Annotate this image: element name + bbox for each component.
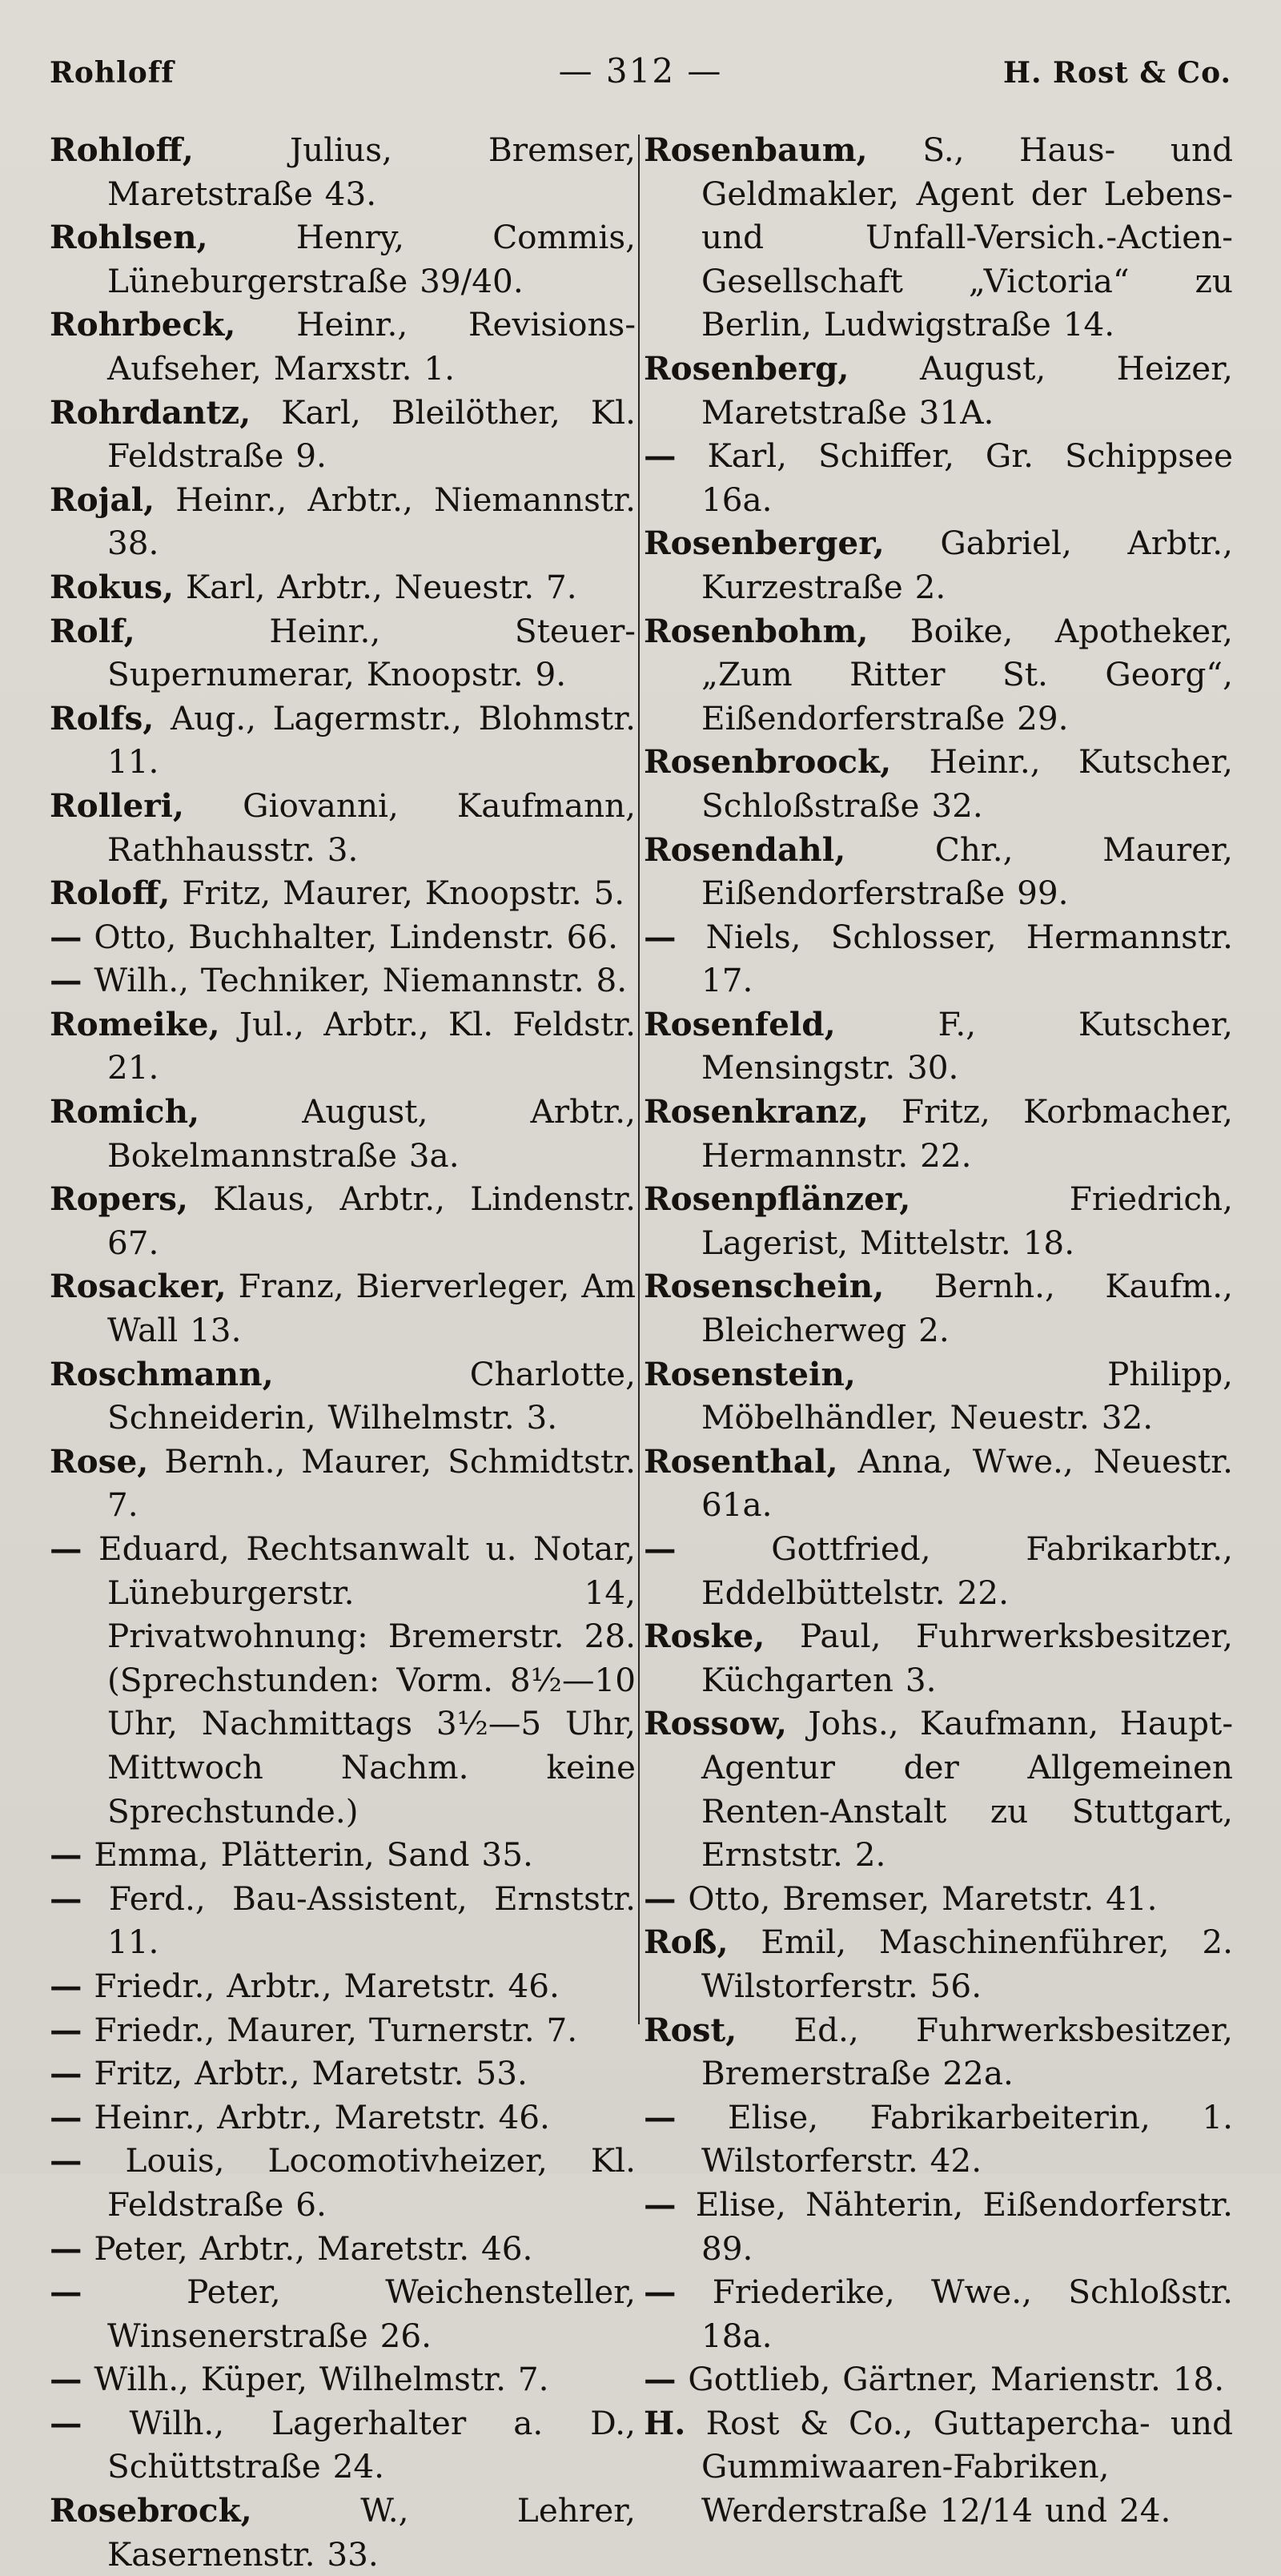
entry-details: Boike, Apotheker, „Zum Ritter St. Georg“, Eißendorferstraße 29. <box>701 611 1234 737</box>
entry-details: Elise, Nähterin, Eißendorferstr. 89. <box>695 2184 1234 2268</box>
directory-entry <box>644 2401 1233 2533</box>
entry-surname: — <box>644 2360 677 2399</box>
entry-surname: Rossow, <box>644 1704 787 1743</box>
entry-details: Henry, Commis, Lüneburgerstraße 39/40. <box>107 218 636 300</box>
directory-entry <box>50 2227 636 2271</box>
entry-surname: — <box>644 436 677 476</box>
directory-entry <box>644 521 1233 609</box>
entry-details: Otto, Bremser, Maretstr. 41. <box>688 1879 1158 1918</box>
entry-surname: Rosenberger, <box>644 524 885 563</box>
directory-entry <box>50 391 636 478</box>
entry-details: Fritz, Korbmacher, Hermannstr. 22. <box>701 1092 1233 1175</box>
directory-entry <box>50 1177 636 1264</box>
directory-entry <box>50 2096 636 2140</box>
left-column <box>50 128 636 2576</box>
page-header <box>50 50 1231 106</box>
entry-surname: Rosenbroock, <box>644 742 892 782</box>
entry-surname: — <box>50 2360 82 2399</box>
directory-entry <box>644 1702 1233 1876</box>
entry-details: Ed., Fuhrwerksbesitzer, Bremerstraße 22a. <box>701 2010 1233 2093</box>
entry-details: Eduard, Rechtsanwalt u. Notar, Lüneburgerstr. 14, Privatwohnung: Bremerstr. 28. (Sprechstunden: Vorm. 8½—10 Uhr, Nachmittags 3½—5 Uhr, Mittwoch Nachm. keine Sprechstunde.) <box>98 1529 636 1831</box>
entry-details: August, Arbtr., Bokelmannstraße 3a. <box>107 1092 636 1175</box>
entry-details: Paul, Fuhrwerksbesitzer, Küchgarten 3. <box>701 1617 1233 1699</box>
entry-surname: Roske, <box>644 1617 765 1656</box>
entry-details: Franz, Bierverleger, Am Wall 13. <box>107 1267 636 1350</box>
directory-entry <box>644 1440 1233 1527</box>
entry-details: Charlotte, Schneiderin, Wilhelmstr. 3. <box>107 1354 636 1437</box>
entry-details: Aug., Lagermstr., Blohmstr. 11. <box>107 698 636 782</box>
entry-surname: Rosendahl, <box>644 830 846 869</box>
directory-entry <box>644 1352 1233 1440</box>
entry-surname: Rolf, <box>50 611 135 650</box>
entry-surname: — <box>50 2010 82 2049</box>
entry-surname: — <box>50 2054 82 2093</box>
entry-details: Klaus, Arbtr., Lindenstr. 67. <box>107 1179 636 1262</box>
entry-details: Gabriel, Arbtr., Kurzestraße 2. <box>701 524 1233 606</box>
entry-surname: Rosenfeld, <box>644 1004 836 1043</box>
entry-details: Wilh., Küper, Wilhelmstr. 7. <box>94 2360 549 2399</box>
directory-entry <box>644 2008 1233 2096</box>
entry-details: Anna, Wwe., Neuestr. 61a. <box>701 1441 1233 1525</box>
entry-surname: — <box>50 2228 82 2268</box>
entry-details: Friedr., Arbtr., Maretstr. 46. <box>94 1966 560 2005</box>
entry-details: Fritz, Maurer, Knoopstr. 5. <box>182 874 625 913</box>
directory-entry <box>644 434 1233 521</box>
entry-surname: Ropers, <box>50 1179 188 1219</box>
entry-surname: — <box>50 2141 82 2180</box>
directory-entry <box>644 1614 1233 1702</box>
entry-surname: Rose, <box>50 1441 149 1481</box>
right-column <box>644 128 1233 2533</box>
entry-surname: — <box>50 1529 82 1568</box>
directory-entry <box>644 740 1233 827</box>
entry-details: Wilh., Techniker, Niemannstr. 8. <box>94 961 628 1000</box>
directory-entry <box>50 697 636 784</box>
directory-entry <box>644 1090 1233 1177</box>
entry-details: Emma, Plätterin, Sand 35. <box>94 1835 533 1875</box>
entry-surname: Rosenbaum, <box>644 131 868 169</box>
entry-surname: — <box>50 1879 82 1918</box>
entry-surname: Rohloff, <box>50 131 194 169</box>
directory-entry <box>644 1177 1233 1264</box>
directory-entry <box>50 1964 636 2008</box>
directory-entry <box>50 303 636 390</box>
entry-details: Wilh., Lagerhalter a. D., Schüttstraße 24. <box>107 2403 636 2486</box>
directory-entry <box>50 2270 636 2357</box>
directory-entry <box>644 2270 1233 2357</box>
directory-entry <box>644 2096 1233 2183</box>
directory-entry <box>50 1877 636 1964</box>
entry-details: Bernh., Kaufm., Bleicherweg 2. <box>701 1267 1233 1350</box>
directory-entry <box>644 609 1233 741</box>
entry-details: August, Heizer, Maretstraße 31A. <box>701 348 1234 432</box>
running-head-right: H. Rost & Co. <box>1002 56 1231 90</box>
directory-entry <box>50 1090 636 1177</box>
entry-surname: — <box>644 2097 677 2136</box>
directory-entry <box>50 915 636 959</box>
directory-entry <box>50 1264 636 1352</box>
entry-details: Peter, Arbtr., Maretstr. 46. <box>94 2228 533 2268</box>
entry-surname: — <box>50 1966 82 2005</box>
directory-entry <box>50 1440 636 1527</box>
directory-entry <box>50 871 636 915</box>
entry-surname: Rosebrock, <box>50 2491 252 2530</box>
entry-surname: Rosenschein, <box>644 1267 885 1306</box>
entry-details: Ferd., Bau-Assistent, Ernststr. 11. <box>107 1879 636 1962</box>
directory-entry <box>644 828 1233 915</box>
entry-details: Heinr., Steuer-Supernumerar, Knoopstr. 9. <box>107 611 636 694</box>
directory-entry <box>644 2357 1233 2401</box>
directory-entry <box>50 478 636 565</box>
entry-surname: — <box>644 2184 677 2224</box>
entry-details: Giovanni, Kaufmann, Rathhausstr. 3. <box>107 786 636 869</box>
entry-surname: Rohlsen, <box>50 218 208 257</box>
directory-entry <box>50 1352 636 1440</box>
entry-surname: Rolfs, <box>50 698 155 737</box>
directory-entry <box>644 1920 1233 2007</box>
entry-surname: Rosenkranz, <box>644 1092 869 1131</box>
entry-details: Julius, Bremser, Maretstraße 43. <box>107 131 636 213</box>
entry-surname: Rokus, <box>50 567 175 606</box>
directory-entry <box>644 1527 1233 1614</box>
directory-entry <box>644 2183 1233 2270</box>
entry-surname: Roloff, <box>50 874 171 913</box>
entry-details: Johs., Kaufmann, Haupt-Agentur der Allgemeinen Renten-Anstalt zu Stuttgart, Ernststr. 2. <box>701 1704 1233 1875</box>
entry-surname: Rost, <box>644 2010 737 2049</box>
entry-details: W., Lehrer, Kasernenstr. 33. <box>107 2491 636 2574</box>
directory-entry <box>50 2489 636 2576</box>
entry-surname: — <box>644 1529 677 1568</box>
entry-surname: Romeike, <box>50 1004 220 1043</box>
directory-entry <box>644 915 1233 1003</box>
entry-details: Heinr., Kutscher, Schloßstraße 32. <box>701 742 1233 825</box>
entry-surname: Roschmann, <box>50 1354 274 1393</box>
directory-entry <box>644 1003 1233 1090</box>
entry-surname: Rosenbohm, <box>644 611 869 650</box>
entry-details: Peter, Weichensteller, Winsenerstraße 26. <box>107 2273 636 2355</box>
running-head-left: Rohloff <box>50 56 175 90</box>
directory-entry <box>50 1003 636 1090</box>
entry-surname: Rolleri, <box>50 786 185 825</box>
entry-details: Rost & Co., Guttapercha- und Gummiwaaren-Fabriken, Werderstraße 12/14 und 24. <box>701 2403 1233 2530</box>
entry-details: Otto, Buchhalter, Lindenstr. 66. <box>94 917 618 956</box>
entry-surname: Rosenstein, <box>644 1354 856 1393</box>
entry-details: Heinr., Arbtr., Niemannstr. 38. <box>107 480 636 563</box>
directory-entry <box>644 347 1233 434</box>
directory-entry <box>644 1877 1233 1921</box>
entry-details: Karl, Arbtr., Neuestr. 7. <box>185 567 577 606</box>
entry-details: Heinr., Revisions-Aufseher, Marxstr. 1. <box>107 305 636 388</box>
entry-details: Friederike, Wwe., Schloßstr. 18a. <box>701 2273 1233 2355</box>
directory-entry <box>50 215 636 303</box>
entry-details: Philipp, Möbelhändler, Neuestr. 32. <box>701 1354 1233 1437</box>
page-number: — 312 — <box>558 51 723 90</box>
entry-surname: — <box>50 961 82 1000</box>
entry-details: Bernh., Maurer, Schmidtstr. 7. <box>107 1441 636 1525</box>
entry-surname: H. <box>644 2403 686 2442</box>
entry-surname: Rojal, <box>50 480 155 519</box>
entry-surname: — <box>50 2097 82 2136</box>
entry-details: Jul., Arbtr., Kl. Feldstr. 21. <box>107 1004 636 1087</box>
entry-surname: Rosenberg, <box>644 348 849 388</box>
entry-surname: Rosacker, <box>50 1267 227 1306</box>
entry-details: Gottfried, Fabrikarbtr., Eddelbüttelstr. 22. <box>701 1529 1233 1612</box>
entry-surname: Roß, <box>644 1923 729 1962</box>
directory-entry <box>50 958 636 1003</box>
directory-entry <box>644 128 1233 347</box>
entry-details: Fritz, Arbtr., Maretstr. 53. <box>94 2054 528 2093</box>
entry-surname: Rosenthal, <box>644 1441 838 1481</box>
entry-details: Friedrich, Lagerist, Mittelstr. 18. <box>701 1179 1233 1262</box>
directory-entry <box>50 609 636 697</box>
directory-entry <box>50 1833 636 1877</box>
column-divider <box>638 135 640 2024</box>
entry-surname: Rohrdantz, <box>50 392 251 432</box>
entry-details: Karl, Schiffer, Gr. Schippsee 16a. <box>701 436 1233 519</box>
entry-details: Emil, Maschinenführer, 2. Wilstorferstr. 56. <box>701 1923 1233 2005</box>
entry-details: Heinr., Arbtr., Maretstr. 46. <box>94 2097 550 2136</box>
directory-entry <box>50 128 636 215</box>
entry-surname: — <box>644 2273 677 2312</box>
entry-surname: — <box>644 917 677 956</box>
entry-details: Friedr., Maurer, Turnerstr. 7. <box>94 2010 578 2049</box>
entry-surname: Romich, <box>50 1092 200 1131</box>
directory-entry <box>50 1527 636 1833</box>
entry-details: Niels, Schlosser, Hermannstr. 17. <box>701 917 1234 1000</box>
directory-entry <box>50 565 636 609</box>
entry-surname: Rosenpflänzer, <box>644 1179 911 1219</box>
directory-entry <box>50 2052 636 2096</box>
directory-entry <box>50 2008 636 2052</box>
entry-details: F., Kutscher, Mensingstr. 30. <box>701 1004 1233 1087</box>
entry-details: Karl, Bleilöther, Kl. Feldstraße 9. <box>107 392 636 476</box>
entry-details: Chr., Maurer, Eißendorferstraße 99. <box>701 830 1234 913</box>
directory-entry <box>50 2139 636 2226</box>
entry-surname: — <box>50 2273 82 2312</box>
entry-surname: — <box>50 1835 82 1875</box>
directory-entry <box>50 784 636 871</box>
entry-details: Louis, Locomotivheizer, Kl. Feldstraße 6. <box>107 2141 636 2224</box>
entry-surname: — <box>644 1879 677 1918</box>
entry-surname: — <box>50 917 82 956</box>
entry-details: Gottlieb, Gärtner, Marienstr. 18. <box>688 2360 1225 2399</box>
directory-entry <box>50 2357 636 2401</box>
entry-surname: — <box>50 2403 82 2442</box>
directory-entry <box>644 1264 1233 1352</box>
entry-details: S., Haus- und Geldmakler, Agent der Lebens- und Unfall-Versich.-Actien-Gesellschaft „Victoria“ zu Berlin, Ludwigstraße 14. <box>701 131 1234 344</box>
entry-details: Elise, Fabrikarbeiterin, 1. Wilstorferstr. 42. <box>701 2097 1233 2180</box>
entry-surname: Rohrbeck, <box>50 305 236 344</box>
directory-entry <box>50 2401 636 2489</box>
